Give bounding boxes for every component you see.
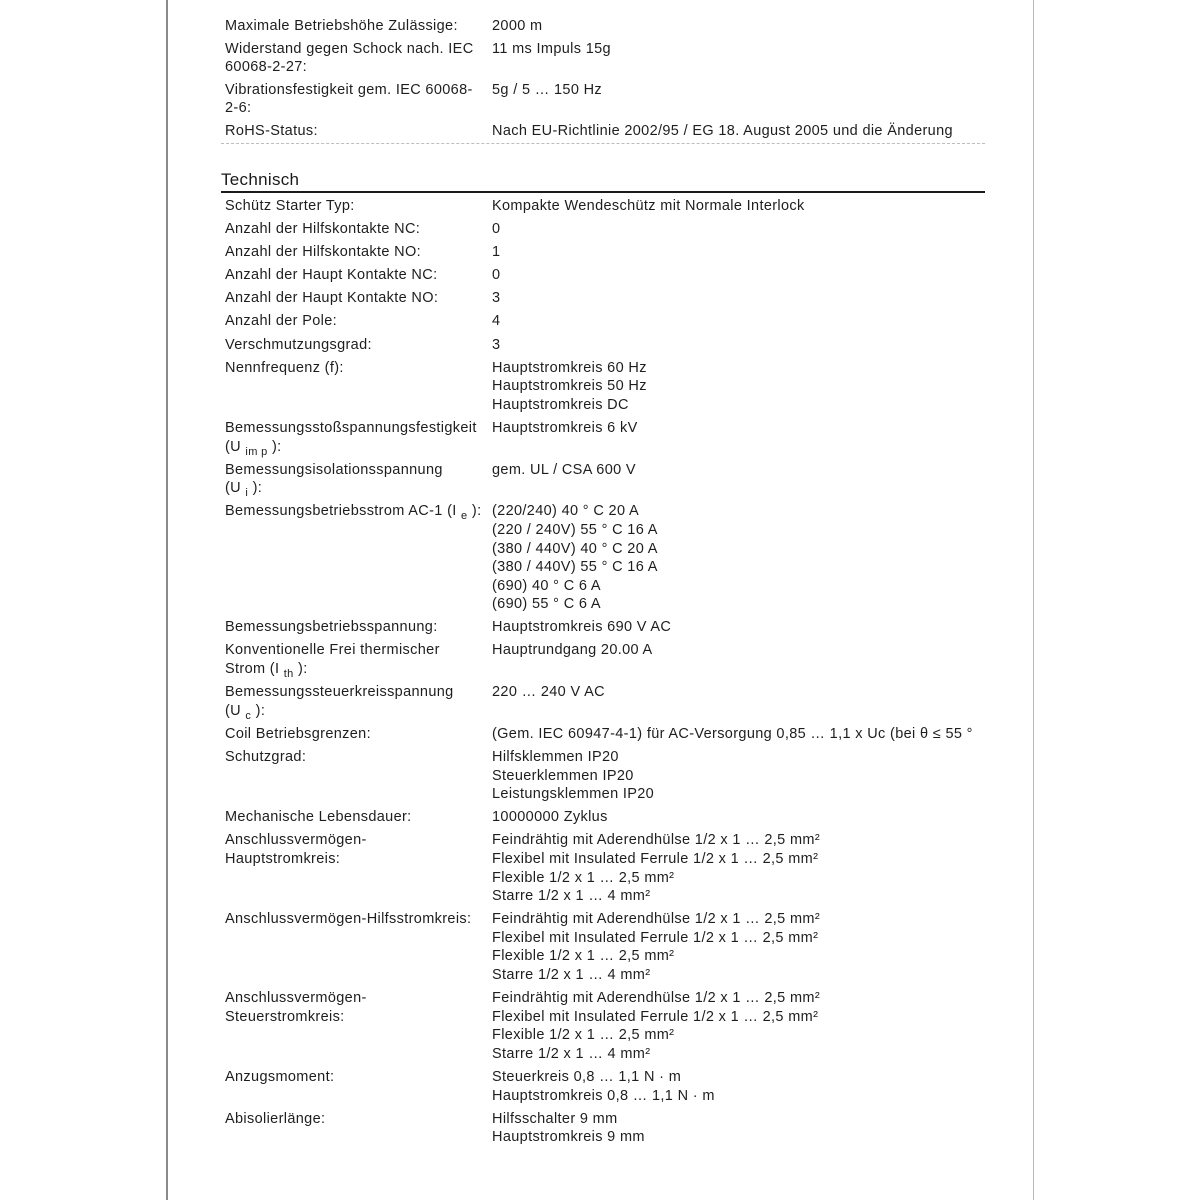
spec-value-line: Steuerkreis 0,8 … 1,1 N · m: [492, 1068, 682, 1085]
spec-row: [221, 220, 985, 239]
spec-value-line: Flexible 1/2 x 1 … 2,5 mm²: [492, 869, 675, 886]
spec-value-line: Feindrähtig mit Aderendhülse 1/2 x 1 … 2,5 mm²: [492, 990, 820, 1007]
spec-value: [492, 419, 985, 456]
section-title: Technisch: [221, 170, 985, 193]
spec-value: [492, 641, 985, 678]
spec-value: [492, 748, 985, 804]
spec-label: Bemessungsisolationsspannung (U $_i$ ):: [225, 461, 443, 500]
spec-row: [221, 808, 985, 827]
spec-value: [492, 1068, 985, 1105]
spec-value: [492, 461, 985, 498]
spec-row: [221, 1110, 985, 1147]
spec-row: [221, 831, 985, 905]
spec-label: Anzahl der Haupt Kontakte NC:: [225, 267, 438, 284]
spec-row: [221, 725, 985, 744]
spec-value: [492, 989, 985, 1063]
spec-label: Widerstand gegen Schock nach. IEC 60068-2-27:: [225, 40, 474, 76]
spec-value: 5g / 5 … 150 Hz: [492, 81, 603, 98]
spec-value-line: Hauptstromkreis 50 Hz: [492, 378, 647, 395]
spec-value-line: Hauptstromkreis 9 mm: [492, 1129, 645, 1146]
tech-spec-table: [221, 197, 985, 1151]
spec-value-line: gem. UL / CSA 600 V: [492, 461, 636, 478]
spec-value-line: 4: [492, 313, 501, 330]
spec-row: [221, 312, 985, 331]
spec-row: [221, 17, 985, 36]
env-section: [221, 17, 985, 144]
spec-value: [492, 831, 985, 905]
spec-row: [221, 243, 985, 262]
spec-value-line: Kompakte Wendeschütz mit Normale Interlock: [492, 198, 805, 214]
spec-value: [492, 910, 985, 984]
spec-value: [492, 808, 985, 827]
spec-value: [492, 502, 985, 614]
spec-value-line: 3: [492, 290, 501, 307]
spec-value: [492, 1110, 985, 1147]
spec-row: [221, 618, 985, 637]
spec-row: [221, 910, 985, 984]
spec-value-line: Starre 1/2 x 1 … 4 mm²: [492, 1045, 651, 1062]
spec-row: [221, 122, 985, 141]
spec-label: Anzahl der Hilfskontakte NO:: [225, 244, 421, 261]
spec-value-line: Leistungsklemmen IP20: [492, 786, 655, 803]
spec-row: [221, 502, 985, 614]
spec-label: Konventionelle Frei thermischer Strom (I $_{th}$ ):: [225, 642, 440, 681]
spec-row: [221, 40, 985, 77]
spec-value-line: (690) 55 ° C 6 A: [492, 596, 601, 613]
spec-label: Verschmutzungsgrad:: [225, 336, 372, 353]
spec-value: [492, 266, 985, 285]
spec-value: [492, 220, 985, 239]
spec-value-line: Hilfsschalter 9 mm: [492, 1110, 618, 1127]
spec-label: Anschlussvermögen- Hauptstromkreis:: [225, 832, 367, 867]
spec-value-line: Hilfsklemmen IP20: [492, 748, 619, 765]
spec-row: [221, 81, 985, 118]
spec-value-line: 3: [492, 336, 501, 353]
spec-value-line: Starre 1/2 x 1 … 4 mm²: [492, 888, 651, 905]
spec-value-line: Hauptstromkreis DC: [492, 396, 629, 413]
spec-value: [492, 289, 985, 308]
spec-value-line: Hauptstromkreis 60 Hz: [492, 359, 647, 376]
spec-label: Anzahl der Hilfskontakte NC:: [225, 221, 421, 238]
spec-label: Schutzgrad:: [225, 748, 307, 765]
spec-value: 2000 m: [492, 18, 543, 34]
spec-value-line: Hauptstromkreis 0,8 … 1,1 N · m: [492, 1087, 715, 1104]
spec-value-line: Feindrähtig mit Aderendhülse 1/2 x 1 … 2,5 mm²: [492, 832, 820, 849]
spec-value-line: 220 … 240 V AC: [492, 684, 605, 701]
spec-label: RoHS-Status:: [225, 122, 318, 139]
spec-value-line: 0: [492, 267, 501, 284]
spec-row: [221, 266, 985, 285]
spec-label: Bemessungsbetriebsstrom AC-1 (I $_e$ ):: [225, 503, 482, 523]
spec-value: [492, 197, 985, 216]
spec-value-line: Hauptstromkreis 6 kV: [492, 419, 638, 436]
spec-row: [221, 359, 985, 415]
spec-label: Bemessungssteuerkreisspannung (U $_c$ ):: [225, 684, 454, 722]
spec-label: Nennfrequenz (f):: [225, 359, 344, 376]
spec-row: [221, 748, 985, 804]
spec-label: Anschlussvermögen-Hilfsstromkreis:: [225, 911, 472, 928]
spec-label: Vibrationsfestigkeit gem. IEC 60068- 2-6:: [225, 81, 473, 117]
spec-value: 11 ms Impuls 15g: [492, 40, 611, 57]
spec-label: Schütz Starter Typ:: [225, 198, 355, 214]
spec-value: [492, 243, 985, 262]
spec-value-line: (Gem. IEC 60947-4-1) für AC-Versorgung 0,85 … 1,1 x Uc (bei θ ≤ 55 °: [492, 725, 973, 742]
spec-value-line: Flexibel mit Insulated Ferrule 1/2 x 1 … 2,5 mm²: [492, 850, 819, 867]
spec-value: [492, 359, 985, 415]
spec-row: [221, 641, 985, 681]
spec-value-line: (380 / 440V) 55 ° C 16 A: [492, 559, 658, 576]
spec-label: Abisolierlänge:: [225, 1110, 326, 1127]
spec-row: [221, 683, 985, 720]
spec-row: [221, 289, 985, 308]
spec-value-line: (690) 40 ° C 6 A: [492, 577, 601, 594]
spec-label: Maximale Betriebshöhe Zulässige:: [225, 18, 458, 34]
spec-value-line: (220/240) 40 ° C 20 A: [492, 503, 639, 520]
spec-label: Coil Betriebsgrenzen:: [225, 725, 371, 742]
spec-value-line: 0: [492, 221, 501, 238]
spec-value-line: 1: [492, 244, 501, 261]
spec-value-line: (380 / 440V) 40 ° C 20 A: [492, 540, 658, 557]
spec-value-line: Flexibel mit Insulated Ferrule 1/2 x 1 … 2,5 mm²: [492, 1008, 819, 1025]
spec-row: [221, 989, 985, 1063]
spec-value: Nach EU-Richtlinie 2002/95 / EG 18. August 2005 und die Änderung: [492, 122, 953, 139]
spec-value: [492, 312, 985, 331]
spec-value-line: Hauptstromkreis 690 V AC: [492, 619, 672, 636]
spec-value-line: Flexible 1/2 x 1 … 2,5 mm²: [492, 1027, 675, 1044]
spec-label: Anzahl der Haupt Kontakte NO:: [225, 290, 439, 307]
spec-value-line: Steuerklemmen IP20: [492, 767, 634, 784]
spec-label: Anzahl der Pole:: [225, 313, 337, 330]
spec-value-line: Flexible 1/2 x 1 … 2,5 mm²: [492, 948, 675, 965]
spec-label: Bemessungsbetriebsspannung:: [225, 619, 438, 636]
spec-row: [221, 1068, 985, 1105]
spec-value-line: Hauptrundgang 20.00 A: [492, 642, 653, 659]
spec-value: [492, 683, 985, 720]
spec-label: Mechanische Lebensdauer:: [225, 809, 412, 826]
section-divider: [221, 143, 985, 144]
spec-value-line: Starre 1/2 x 1 … 4 mm²: [492, 966, 651, 983]
spec-label: Anzugsmoment:: [225, 1068, 335, 1085]
spec-value-line: Flexibel mit Insulated Ferrule 1/2 x 1 … 2,5 mm²: [492, 929, 819, 946]
spec-label: Anschlussvermögen- Steuerstromkreis:: [225, 990, 367, 1025]
spec-value: [492, 336, 985, 355]
spec-value-line: Feindrähtig mit Aderendhülse 1/2 x 1 … 2,5 mm²: [492, 911, 820, 928]
spec-row: [221, 419, 985, 456]
spec-row: [221, 197, 985, 216]
spec-value: [492, 618, 985, 637]
spec-value: [492, 725, 985, 744]
spec-value-line: 10000000 Zyklus: [492, 809, 608, 826]
spec-label: Bemessungsstoßspannungsfestigkeit (U $_{im p}$ ):: [225, 419, 477, 458]
spec-row: [221, 336, 985, 355]
spec-value-line: (220 / 240V) 55 ° C 16 A: [492, 521, 658, 538]
spec-row: [221, 461, 985, 498]
